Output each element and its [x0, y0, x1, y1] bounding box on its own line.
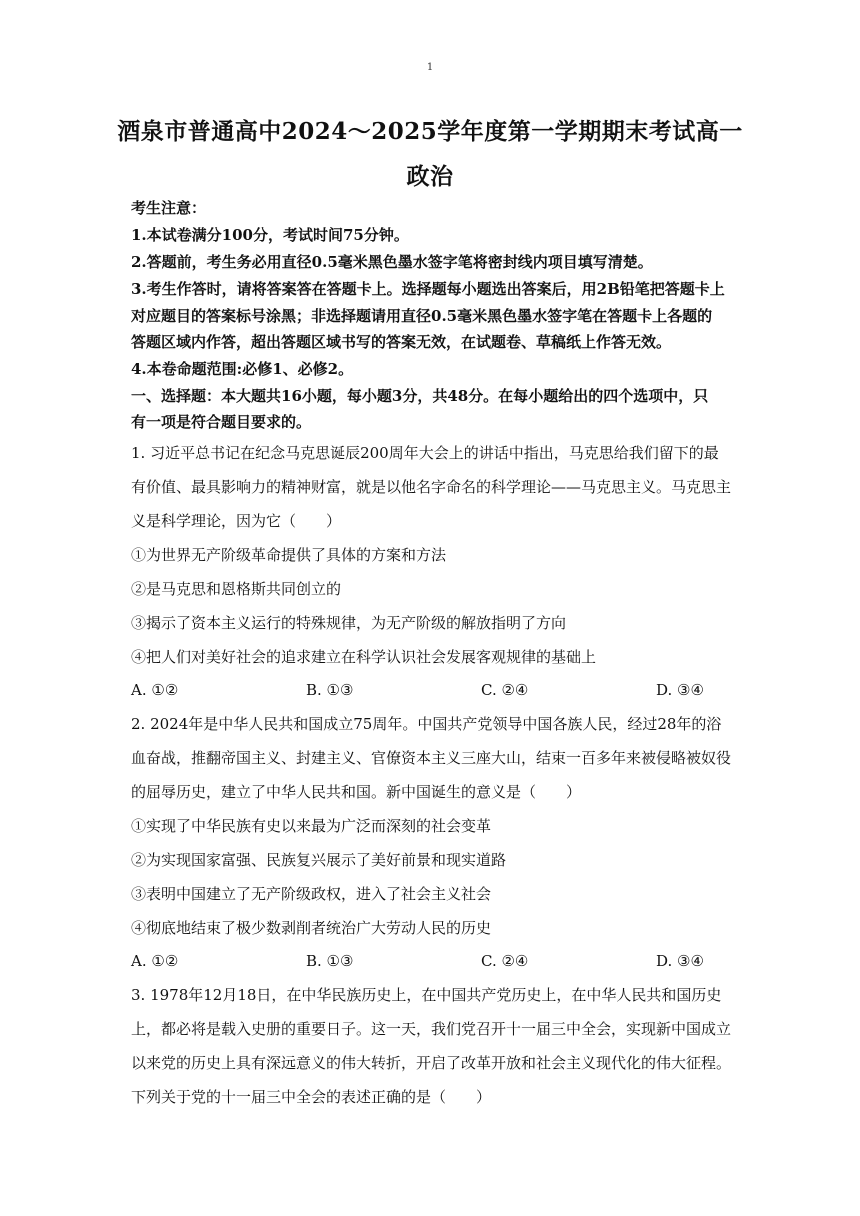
notice-item: 4.本卷命题范围:必修1、必修2。: [131, 360, 354, 378]
question-1-option-c: C. ②④: [481, 681, 529, 699]
page-number: 1: [426, 62, 434, 73]
notice-item: 1.本试卷满分100分，考试时间75分钟。: [131, 226, 409, 244]
question-2-stem: 的屈辱历史，建立了中华人民共和国。新中国诞生的意义是（ ）: [131, 783, 582, 801]
question-2-option-d: D. ③④: [656, 952, 704, 970]
question-2-option-a: A. ①②: [131, 952, 179, 970]
question-2-item: ①实现了中华民族有史以来最为广泛而深刻的社会变革: [131, 817, 492, 835]
question-2-item: ④彻底地结束了极少数剥削者统治广大劳动人民的历史: [131, 919, 492, 937]
question-1-item: ②是马克思和恩格斯共同创立的: [131, 580, 342, 598]
notice-item: 答题区域内作答，超出答题区域书写的答案无效，在试题卷、草稿纸上作答无效。: [131, 333, 672, 351]
question-1-item: ③揭示了资本主义运行的特殊规律，为无产阶级的解放指明了方向: [131, 614, 567, 632]
question-3-stem: 上，都必将是载入史册的重要日子。这一天，我们党召开十一届三中全会，实现新中国成立: [131, 1020, 732, 1038]
question-2-item: ②为实现国家富强、民族复兴展示了美好前景和现实道路: [131, 851, 507, 869]
question-2-option-b: B. ①③: [306, 952, 354, 970]
question-3-stem: 以来党的历史上具有深远意义的伟大转折，开启了改革开放和社会主义现代化的伟大征程。: [131, 1054, 732, 1072]
section-header: 一、选择题：本大题共16小题，每小题3分，共48分。在每小题给出的四个选项中，只: [131, 387, 709, 405]
question-1-stem: 有价值、最具影响力的精神财富，就是以他名字命名的科学理论——马克思主义。马克思主: [131, 478, 732, 496]
question-3-stem: 下列关于党的十一届三中全会的表述正确的是（ ）: [131, 1088, 492, 1106]
question-2-stem: 2. 2024年是中华人民共和国成立75周年。中国共产党领导中国各族人民，经过28年的浴: [131, 715, 722, 733]
question-1-item: ④把人们对美好社会的追求建立在科学认识社会发展客观规律的基础上: [131, 648, 597, 666]
question-2-stem: 血奋战，推翻帝国主义、封建主义、官僚资本主义三座大山，结束一百多年来被侵略被奴役: [131, 749, 732, 767]
section-header: 有一项是符合题目要求的。: [131, 413, 312, 431]
notice-heading: 考生注意：: [131, 199, 207, 217]
question-1-option-a: A. ①②: [131, 681, 179, 699]
question-2-option-c: C. ②④: [481, 952, 529, 970]
notice-item: 3.考生作答时，请将答案答在答题卡上。选择题每小题选出答案后，用2B铅笔把答题卡上: [131, 280, 725, 298]
notice-item: 对应题目的答案标号涂黑；非选择题请用直径0.5毫米黑色墨水签字笔在答题卡上各题的: [131, 307, 713, 325]
question-1-stem: 义是科学理论，因为它（ ）: [131, 512, 342, 530]
notice-item: 2.答题前，考生务必用直径0.5毫米黑色墨水签字笔将密封线内项目填写清楚。: [131, 253, 653, 271]
question-2-item: ③表明中国建立了无产阶级政权，进入了社会主义社会: [131, 885, 492, 903]
question-1-item: ①为世界无产阶级革命提供了具体的方案和方法: [131, 546, 447, 564]
question-1-option-d: D. ③④: [656, 681, 704, 699]
question-3-stem: 3. 1978年12月18日，在中华民族历史上，在中国共产党历史上，在中华人民共和国历史: [131, 986, 722, 1004]
question-1-option-b: B. ①③: [306, 681, 354, 699]
exam-title: 酒泉市普通高中2024～2025学年度第一学期期末考试高一: [117, 118, 743, 145]
exam-subject: 政治: [406, 163, 454, 190]
question-1-stem: 1. 习近平总书记在纪念马克思诞辰200周年大会上的讲话中指出，马克思给我们留下的最: [131, 444, 719, 462]
